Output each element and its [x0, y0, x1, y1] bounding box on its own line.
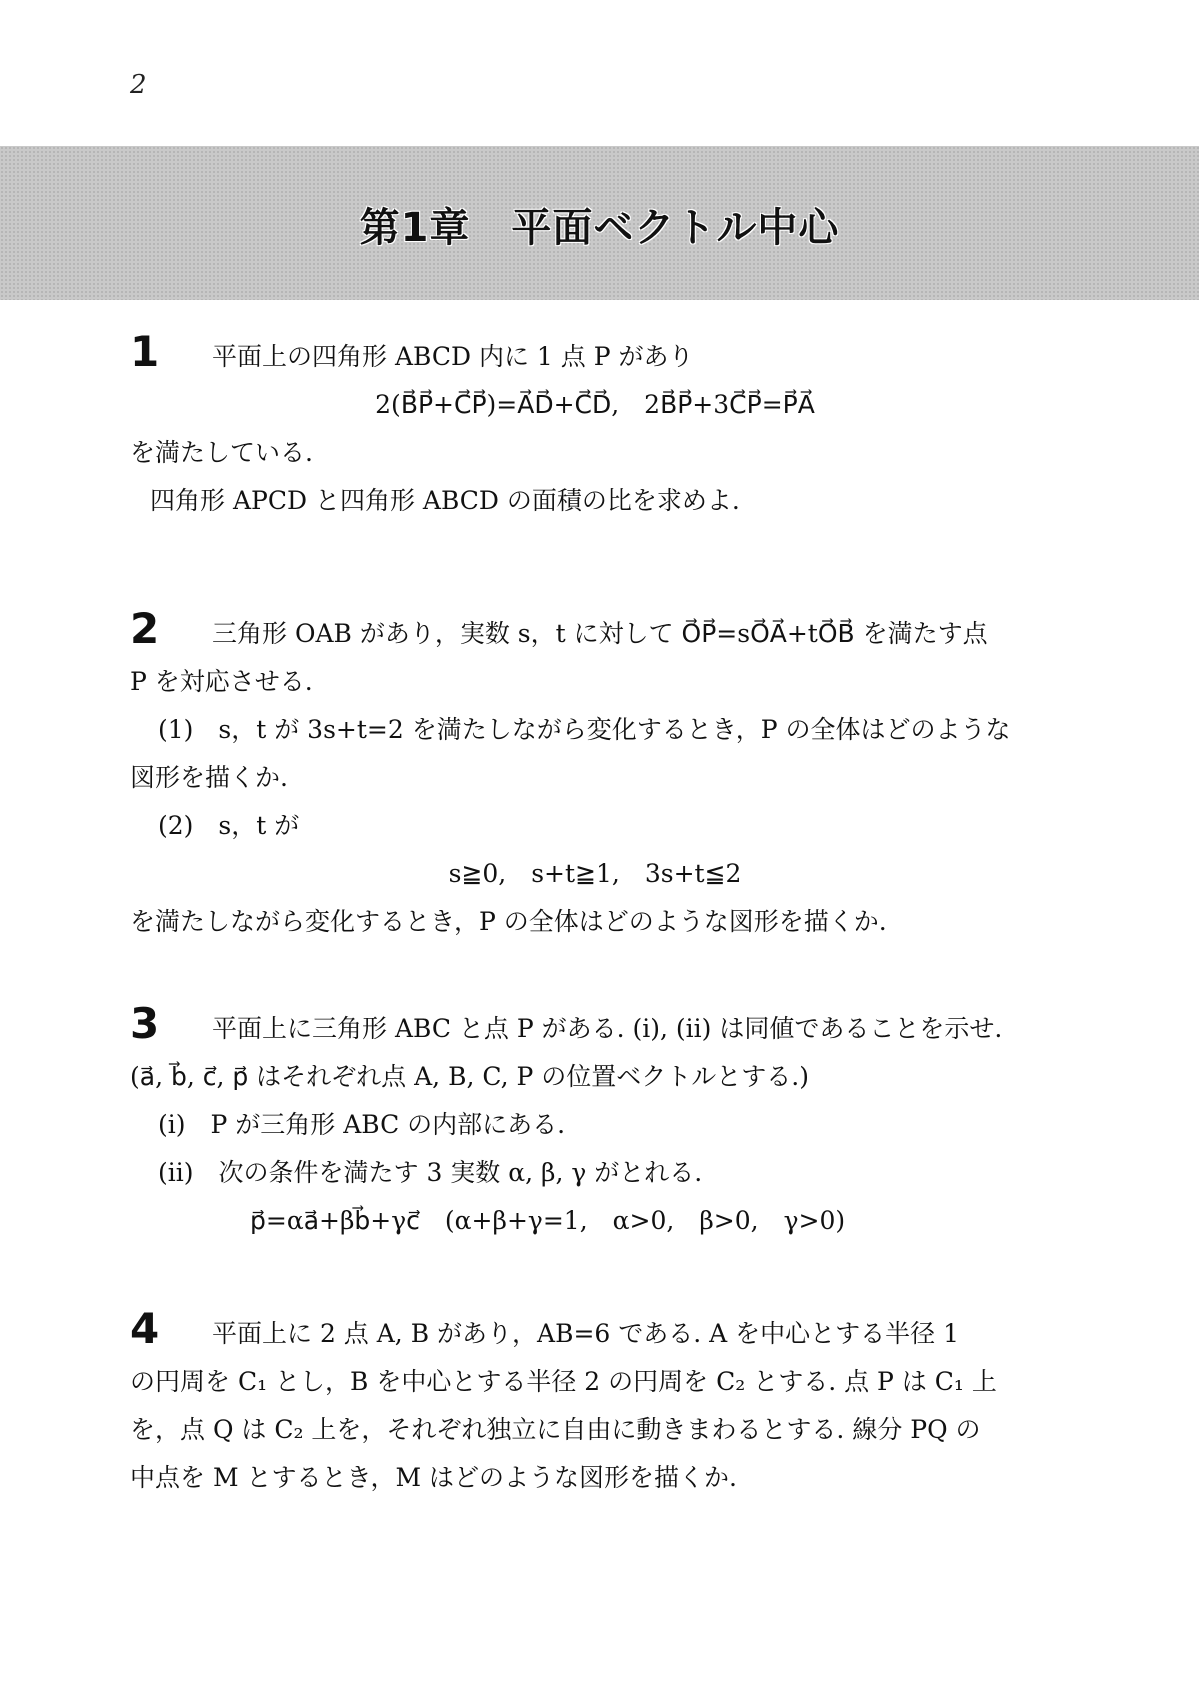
equation: p⃗=αa⃗+βb⃗+γc⃗ (α+β+γ=1, α>0, β>0, γ>0) — [250, 1206, 846, 1235]
problem-text: 平面上に三角形 ABC と点 P がある. (i), (ii) は同値であることを示せ. — [212, 1014, 1003, 1043]
problem-text: P を対応させる. — [130, 667, 313, 696]
equation: 2(B⃗P⃗+C⃗P⃗)=A⃗D⃗+C⃗D⃗, 2B⃗P⃗+3C⃗P⃗=P⃗A⃗ — [375, 390, 815, 419]
subquestion-1: (1) s，t が 3s+t=2 を満たしながら変化するとき，P の全体はどのような — [158, 715, 1011, 744]
problem-text: を満たしながら変化するとき，P の全体はどのような図形を描くか. — [130, 907, 887, 936]
problem-text: の円周を C₁ とし，B を中心とする半径 2 の円周を C₂ とする. 点 P は C₁ 上 — [130, 1367, 997, 1396]
problem-4 — [130, 1304, 1060, 1502]
problem-3 — [130, 999, 1060, 1245]
chapter-title: 第1章 平面ベクトル中心 — [359, 205, 840, 251]
inequality: s≧0, s+t≧1, 3s+t≦2 — [448, 859, 742, 888]
condition-i: (i) P が三角形 ABC の内部にある. — [158, 1110, 566, 1139]
problem-text: 中点を M とするとき，M はどのような図形を描くか. — [130, 1463, 737, 1492]
problem-number: 4 — [130, 1304, 160, 1353]
problem-text: 平面上に 2 点 A, B があり，AB=6 である. A を中心とする半径 1 — [212, 1319, 959, 1348]
chapter-header-band — [0, 146, 1199, 300]
problem-number: 3 — [130, 999, 160, 1048]
problem-number: 1 — [130, 327, 160, 376]
problem-text: を満たしている. — [130, 438, 313, 467]
problem-text: 平面上の四角形 ABCD 内に 1 点 P があり — [212, 342, 694, 371]
problem-text: (a⃗, b⃗, c⃗, p⃗ はそれぞれ点 A, B, C, P の位置ベクトルとする.) — [130, 1062, 809, 1091]
subquestion-2: (2) s，t が — [158, 811, 300, 840]
condition-ii: (ii) 次の条件を満たす 3 実数 α, β, γ がとれる. — [158, 1158, 703, 1187]
page-number: 2 — [130, 70, 147, 100]
problem-1 — [130, 327, 1060, 525]
problem-question: 四角形 APCD と四角形 ABCD の面積の比を求めよ. — [150, 486, 740, 515]
problem-text: を，点 Q は C₂ 上を，それぞれ独立に自由に動きまわるとする. 線分 PQ の — [130, 1415, 981, 1444]
problem-text: 図形を描くか. — [130, 763, 288, 792]
problem-number: 2 — [130, 604, 160, 653]
problem-text: 三角形 OAB があり，実数 s，t に対して O⃗P⃗=sO⃗A⃗+tO⃗B⃗ を満たす点 — [212, 619, 988, 648]
problem-2 — [130, 604, 1060, 946]
